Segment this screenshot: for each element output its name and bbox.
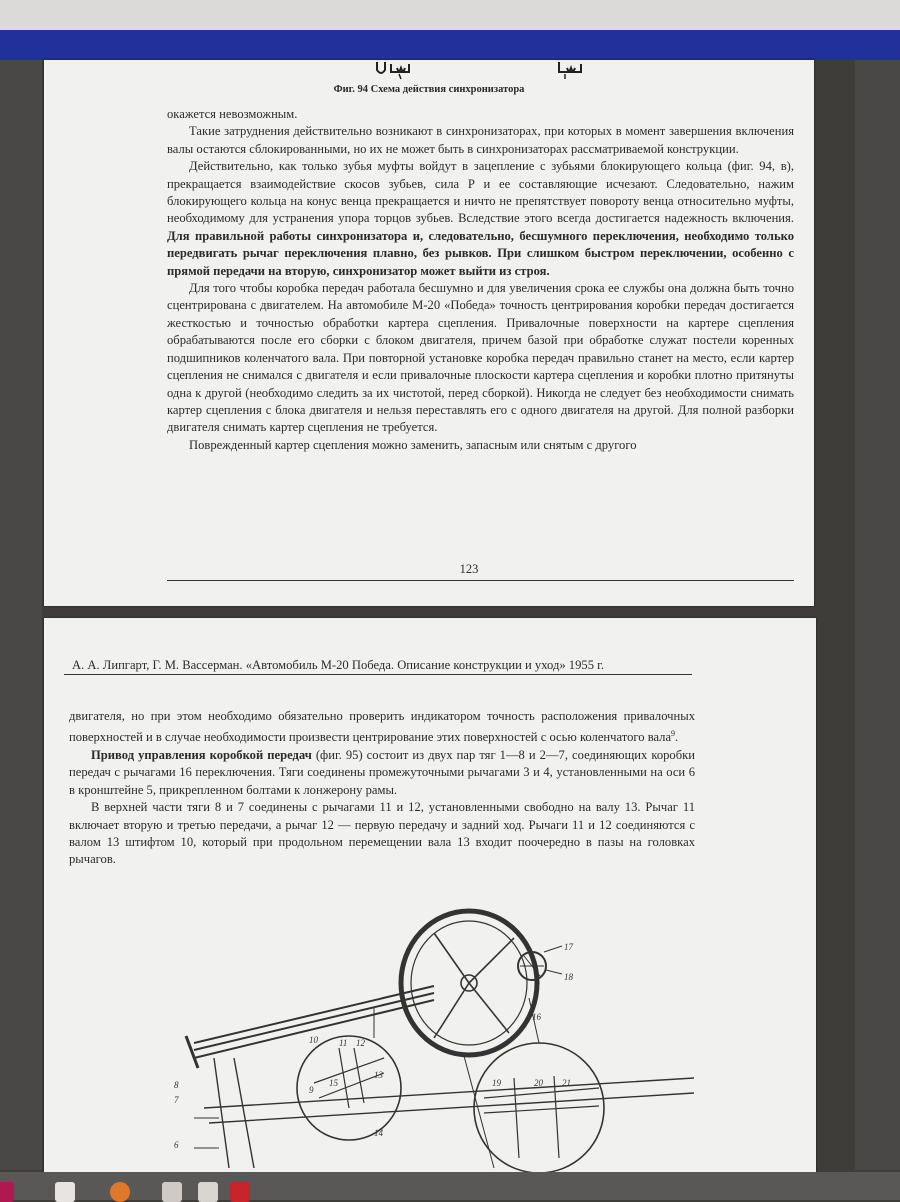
paragraph-4: Поврежденный картер сцепления можно заменить, запасным или снятым с другого (189, 437, 637, 452)
footer-rule (167, 580, 794, 581)
figure-label-15: 15 (329, 1078, 338, 1088)
figure-label-11: 11 (339, 1038, 348, 1048)
pdf-reader-icon[interactable] (55, 1182, 75, 1202)
figure-label-20: 20 (534, 1078, 543, 1088)
figure-label-16: 16 (532, 1012, 541, 1022)
figure-label-10: 10 (309, 1035, 318, 1045)
figure-95-drawing (134, 908, 694, 1174)
figure-94-fragment (369, 60, 619, 80)
running-header: А. А. Липгарт, Г. М. Вассерман. «Автомобиль М-20 Победа. Описание конструкции и уход» 1955 г. (72, 658, 605, 672)
monitor-bezel (0, 0, 900, 30)
paragraph-1: Такие затруднения действительно возникают в синхронизаторах, при которых в момент завершения включения валы остаются сблокированными, но их не может быть в синхронизаторах рассматриваемой конструкции. (167, 124, 794, 156)
header-rule (64, 674, 692, 675)
figure-label-21: 21 (562, 1078, 571, 1088)
page-124-body (69, 708, 695, 869)
figure-label-7: 7 (174, 1095, 179, 1105)
paragraph-1 (69, 708, 695, 747)
figure-label-18: 18 (564, 972, 573, 982)
paragraph-1-end: . (675, 730, 679, 745)
figure-label-14: 14 (374, 1128, 383, 1138)
paragraph-3: В верхней части тяги 8 и 7 соединены с рычагами 11 и 12, установленными свободно на валу 13. Рычаг 11 включает вторую и третью передачи, а рычаг 12 — первую передачу и задний ход. Рычаги 11 и 12 соединяются с валом 13 штифтом 10, который при продольном перемещении вала 13 входит поочередно в пазы на головках рычагов. (69, 800, 695, 867)
viewer-background-left (0, 60, 42, 1170)
figure-label-13: 13 (374, 1070, 383, 1080)
figure-label-8: 8 (174, 1080, 179, 1090)
document-page-123 (44, 60, 814, 606)
figure-label-12: 12 (356, 1038, 365, 1048)
paragraph-2 (69, 747, 695, 799)
paragraph-3: Для того чтобы коробка передач работала бесшумно и для увеличения срока ее службы она должна быть точно сцентрирована с двигателем. На автомобиле М-20 «Победа» точность центрирования коробки передач достигается жесткостью и точностью обработки картера сцепления. Привалочные поверхности на картере сцепления обрабатываются после его сборки с блоком двигателя, причем базой при обработке служат постели коренных подшипников коленчатого вала. При повторной установке коробка передач правильно станет на место, если картер сцепления не снимался с двигателя и если привалочные плоскости картера сцепления и коробки плотно притянуты одна к другой (необходимо следить за их чистотой, перед сборкой). Никогда не следует без необходимости снимать картер сцепления с блока двигателя и нельзя переставлять его с одного двигателя на другой. Для полной разборки двигателя снимать картер сцепления не требуется. (167, 281, 794, 435)
figure-label-17: 17 (564, 942, 573, 952)
paragraph-1-text: двигателя, но при этом необходимо обязательно проверить индикатором точность расположения привалочных поверхностей и в случае необходимости произвести центрирование этих поверхностей с осью коленчатого вала (69, 709, 695, 745)
calculator-icon[interactable] (162, 1182, 182, 1202)
paragraph-2-bold: Для правильной работы синхронизатора и, следовательно, бесшумного переключения, необходимо только передвигать рычаг переключения плавно, без рывков. При слишком быстром переключении, особенно с прямой передачи на вторую, синхронизатор может выйти из строя. (167, 228, 794, 278)
figure-94-caption: Фиг. 94 Схема действия синхронизатора (333, 84, 525, 95)
text-editor-icon[interactable] (198, 1182, 218, 1202)
firefox-icon[interactable] (110, 1182, 130, 1202)
figure-label-19: 19 (492, 1078, 501, 1088)
taskbar (0, 1172, 900, 1200)
page-123-body (167, 106, 794, 454)
paragraph-2-text: (фиг. 95) состоит из двух пар тяг 1—8 и 2—7, соединяющих коробки передач с рычагами 16 переключения. Тяги соединены промежуточными рычагами 3 и 4, установленными на оси 6 в кронштейне 5, прикрепленном болтами к лонжерону рамы. (69, 748, 695, 797)
paragraph-2-text: Действительно, как только зубья муфты войдут в зацепление с зубьями блокирующего кольца (фиг. 94, в), прекращается взаимодействие скосов зубьев, сила Р и ее составляющие исчезают. Следовательно, нажим блокирующего кольца на конус венца прекращается и ничто не препятствует повороту венца относительно муфты, необходимому для устранения упора торцов зубьев. Вследствие этого всегда достигается надежность включения. (167, 159, 794, 226)
document-page-124 (44, 618, 816, 1174)
paragraph-0: окажется невозможным. (167, 107, 298, 121)
paragraph-2 (167, 158, 794, 280)
figure-label-6: 6 (174, 1140, 179, 1150)
page-number: 123 (459, 562, 479, 576)
app-icon[interactable] (0, 1182, 14, 1202)
viewer-background-right (855, 60, 900, 1170)
footnote-mark[interactable]: 9 (671, 729, 676, 739)
pdf-editor-icon[interactable] (230, 1182, 250, 1202)
figure-label-9: 9 (309, 1085, 314, 1095)
paragraph-2-bold: Привод управления коробкой передач (91, 748, 312, 762)
window-titlebar[interactable] (0, 30, 900, 60)
